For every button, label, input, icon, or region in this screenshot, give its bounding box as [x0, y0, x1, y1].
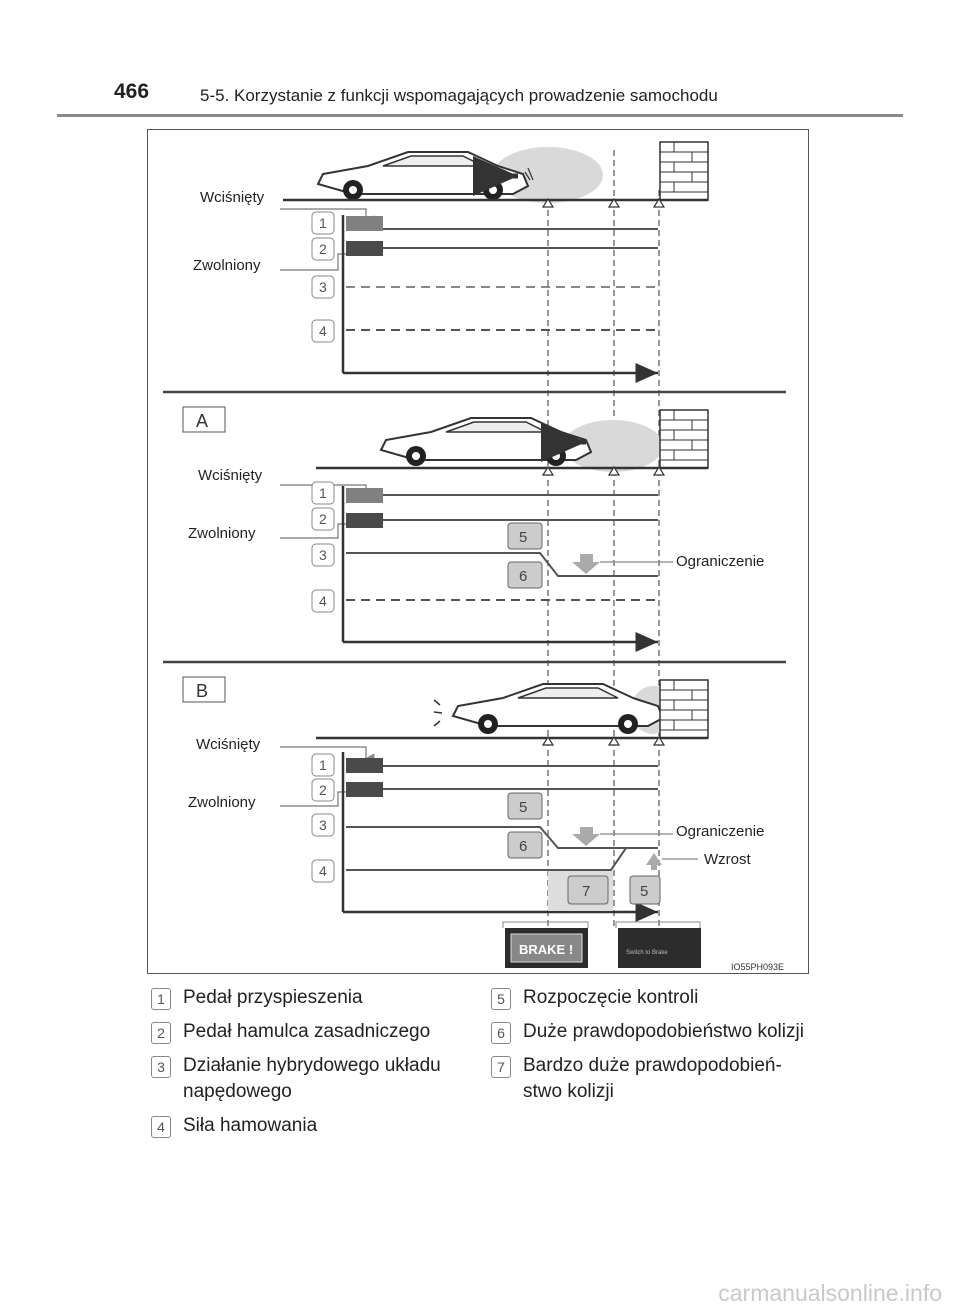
header-divider	[57, 114, 903, 117]
brake-bar	[346, 513, 383, 528]
switch-screen-text: Switch to Brake	[626, 950, 668, 956]
released-label: Zwolniony	[193, 257, 261, 274]
panel-a	[183, 407, 764, 642]
svg-text:6: 6	[519, 838, 528, 855]
row-num-2	[312, 779, 334, 801]
braking-force-line	[346, 848, 658, 870]
row-num-2	[312, 508, 334, 530]
released-label: Zwolniony	[188, 525, 256, 542]
row-num-1	[312, 754, 334, 776]
figure-code: IO55PH093E	[731, 962, 785, 972]
svg-text:4: 4	[319, 593, 327, 609]
limit-arrow	[572, 827, 600, 846]
limit-label: Ograniczenie	[676, 553, 765, 570]
accel-bar	[346, 488, 383, 503]
svg-text:6: 6	[519, 568, 528, 585]
legend-item-5: 5 Rozpoczęcie kontroli	[487, 985, 807, 1011]
svg-text:5: 5	[519, 799, 528, 816]
row-num-4	[312, 860, 334, 882]
timing-diagram	[148, 130, 810, 975]
svg-text:2: 2	[319, 241, 327, 257]
legend-item-7: 7 Bardzo duże prawdopodobień-stwo kolizji	[487, 1053, 807, 1105]
row-num-1	[312, 212, 334, 234]
svg-text:3: 3	[319, 279, 327, 295]
svg-text:4: 4	[319, 863, 327, 879]
pressed-label: Wciśnięty	[198, 467, 263, 484]
row-num-4	[312, 320, 334, 342]
row-num-4	[312, 590, 334, 612]
svg-text:5: 5	[640, 883, 649, 900]
pressed-label: Wciśnięty	[200, 189, 265, 206]
pressed-label: Wciśnięty	[196, 736, 261, 753]
svg-text:1: 1	[319, 215, 327, 231]
marker-5	[508, 793, 542, 819]
marker-7	[568, 876, 608, 904]
svg-text:1: 1	[319, 757, 327, 773]
chapter-title: 5-5. Korzystanie z funkcji wspomagających prowadzenie samochodu	[200, 86, 718, 105]
limit-arrow	[572, 554, 600, 574]
svg-text:B: B	[196, 681, 209, 701]
legend-right	[487, 985, 807, 1113]
svg-text:3: 3	[319, 547, 327, 563]
row-num-3	[312, 276, 334, 298]
svg-text:4: 4	[319, 323, 327, 339]
svg-text:2: 2	[319, 782, 327, 798]
svg-text:1: 1	[319, 485, 327, 501]
accel-bar	[346, 216, 383, 231]
legend-item-4: 4 Siła hamowania	[147, 1113, 467, 1139]
row-num-3	[312, 544, 334, 566]
row-num-3	[312, 814, 334, 836]
brick-wall	[660, 680, 708, 738]
svg-text:A: A	[196, 411, 209, 431]
car-icon	[453, 684, 663, 734]
marker-5b	[630, 876, 660, 904]
brake-bar	[346, 782, 383, 797]
marker-5	[508, 523, 542, 549]
brick-wall	[660, 142, 708, 200]
legend-item-1: 1 Pedał przyspieszenia	[147, 985, 467, 1011]
brake-screen-text: BRAKE !	[519, 942, 574, 957]
timing-figure	[147, 129, 809, 974]
svg-text:5: 5	[519, 529, 528, 546]
page-header	[0, 0, 960, 120]
brake-bar	[346, 241, 383, 256]
released-label: Zwolniony	[188, 794, 256, 811]
limit-label: Ograniczenie	[676, 823, 765, 840]
svg-text:7: 7	[582, 883, 591, 900]
page-number: 466	[114, 80, 150, 103]
marker-6	[508, 562, 542, 588]
legend-left	[147, 985, 467, 1147]
hybrid-limit-line	[346, 827, 658, 848]
legend-item-6: 6 Duże prawdopodobieństwo kolizji	[487, 1019, 807, 1045]
hybrid-limit-line	[346, 553, 658, 576]
svg-text:2: 2	[319, 511, 327, 527]
row-num-2	[312, 238, 334, 260]
switch-screen	[618, 928, 701, 968]
svg-text:3: 3	[319, 817, 327, 833]
brick-wall	[660, 410, 708, 468]
marker-6	[508, 832, 542, 858]
brake-motion-lines	[434, 700, 442, 726]
watermark: carmanualsonline.info	[718, 1280, 942, 1306]
increase-label: Wzrost	[704, 851, 751, 868]
legend-item-3: 3 Działanie hybrydowego układu napędowego	[147, 1053, 467, 1105]
accel-bar	[346, 758, 383, 773]
legend-item-2: 2 Pedał hamulca zasadniczego	[147, 1019, 467, 1045]
panel-base	[193, 142, 708, 373]
panel-b	[183, 677, 784, 972]
row-num-1	[312, 482, 334, 504]
